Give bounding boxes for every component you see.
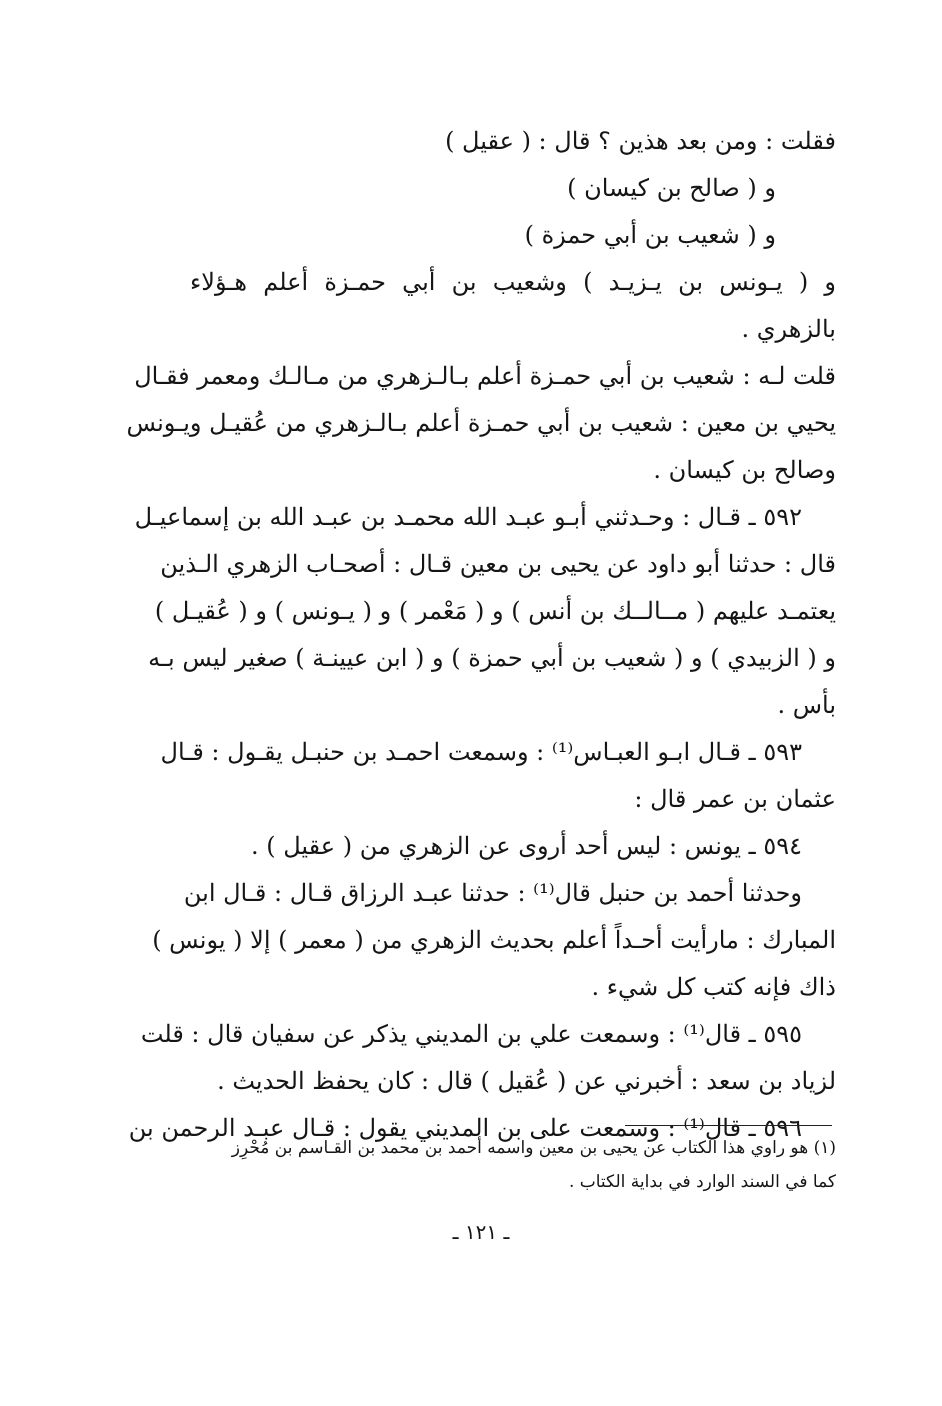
text-line: ٥٩٣ ـ قـال ابـو العبـاس⁽¹⁾ : وسمعت احمـد بن حنبـل يقـول : قـال	[160, 738, 802, 766]
text-line: يحيي بن معين : شعيب بن أبي حمـزة أعلم بـالـزهري من عُقيـل ويـونس	[126, 409, 836, 437]
text-line: و ( شعيب بن أبي حمزة )	[524, 221, 776, 249]
text-line: ٥٩٤ ـ يونس : ليس أحد أروى عن الزهري من ( عقيل ) .	[250, 832, 802, 860]
main-text	[126, 118, 836, 1152]
text-line: ٥٩٥ ـ قال⁽¹⁾ : وسمعت علي بن المديني يذكر عن سفيان قال : قلت	[140, 1020, 802, 1048]
text-line: ٥٩٢ ـ قـال : وحـدثني أبـو عبـد الله محمـد بن عبـد الله بن إسماعيـل	[134, 503, 802, 531]
text-line: يعتمـد عليهم ( مــالــك بن أنس ) و ( مَعْمر ) و ( يـونس ) و ( عُقيـل )	[154, 597, 836, 625]
text-line: و ( صالح بن كيسان )	[567, 174, 776, 202]
text-line: قلت لـه : شعيب بن أبي حمـزة أعلم بـالـزهري من مـالـك ومعمر فقـال	[134, 362, 836, 390]
text-line: وحدثنا أحمد بن حنبل قال⁽¹⁾ : حدثنا عبـد الرزاق قـال : قـال ابن	[183, 879, 802, 907]
text-line: فقلت : ومن بعد هذين ؟ قال : ( عقيل )	[445, 127, 836, 155]
text-line: عثمان بن عمر قال :	[634, 785, 836, 813]
text-line: لزياد بن سعد : أخبرني عن ( عُقيل ) قال : كان يحفظ الحديث .	[217, 1067, 836, 1095]
text-line: المبارك : مارأيت أحـداً أعلم بحديث الزهري من ( معمر ) إلا ( يونس )	[152, 926, 836, 954]
text-line: بالزهري .	[741, 315, 836, 343]
footnote-line: (١) هو راوي هذا الكتاب عن يحيى بن معين واسمه أحمد بن محمد بن القـاسم بن مُحْرِز	[231, 1138, 836, 1158]
footnotes	[190, 1131, 836, 1199]
text-line: وصالح بن كيسان .	[653, 456, 836, 484]
text-line: ذاك فإنه كتب كل شيء .	[591, 973, 836, 1001]
page-number: ـ ١٢١ ـ	[452, 1220, 510, 1244]
text-line: قال : حدثنا أبو داود عن يحيى بن معين قـال : أصحـاب الزهري الـذين	[160, 550, 836, 578]
text-line: و ( الزبيدي ) و ( شعيب بن أبي حمزة ) و ( ابن عيينـة ) صغير ليس بـه	[148, 644, 836, 672]
text-line: و ( يـونس بن يـزيـد ) وشعيب بن أبي حمـزة أعلم هـؤلاء	[190, 268, 836, 296]
text-line: بأس .	[777, 691, 836, 719]
footnote-divider	[625, 1125, 832, 1126]
footnote-line: كما في السند الوارد في بداية الكتاب .	[568, 1172, 836, 1192]
text-line: ٥٩٦ ـ قال⁽¹⁾ : وسمعت على بن المديني يقول : قـال عبـد الرحمن بن	[128, 1114, 802, 1142]
